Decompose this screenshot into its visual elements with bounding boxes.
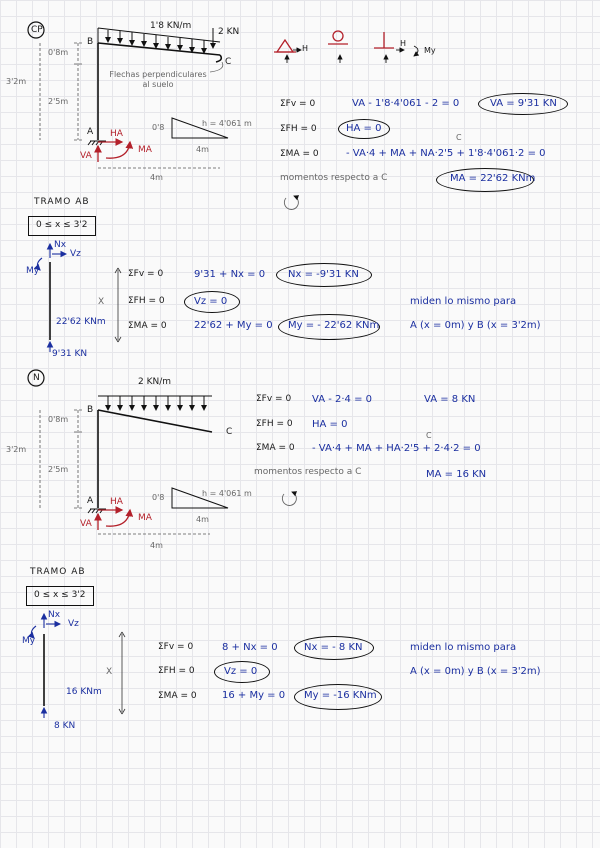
cp-eq2-lhs: ΣFH = 0 xyxy=(280,124,317,134)
n-eq1-result: VA = 8 KN xyxy=(424,394,476,405)
cp-eq3-lhs: ΣMA = 0 xyxy=(280,149,319,159)
cp-va: VA xyxy=(80,151,92,161)
n-eq2-result: HA = 0 xyxy=(312,419,348,430)
n-same1: miden lo mismo para xyxy=(410,642,517,653)
cp-sec-nx: Nx xyxy=(54,240,67,250)
cp-load-label: 1'8 KN/m xyxy=(150,21,192,31)
cp-label: CP xyxy=(31,25,43,35)
n-s1: 8 + Nx = 0 xyxy=(222,642,278,653)
cp-eq3-c: C xyxy=(456,133,462,142)
n-dim-25: 2'5m xyxy=(48,465,69,474)
cp-s1-lhs: ΣFv = 0 xyxy=(128,269,164,279)
n-reactions xyxy=(98,510,130,530)
cp-ha: HA xyxy=(110,129,123,139)
cp-point-load-label: 2 KN xyxy=(218,27,240,37)
cp-note: Flechas perpendiculares al suelo xyxy=(109,70,207,89)
cp-sec-my: My xyxy=(26,266,40,276)
cp-ma: MA xyxy=(138,145,152,155)
support-h-label: H xyxy=(302,44,309,53)
n-label: N xyxy=(33,373,40,383)
n-eq3-lhs: ΣMA = 0 xyxy=(256,443,295,453)
n-s3: 16 + My = 0 xyxy=(222,690,286,701)
cp-node-c: C xyxy=(225,57,232,67)
cp-tramo-title: TRAMO AB xyxy=(34,197,90,207)
cp-eq3-note: momentos respecto a C xyxy=(280,173,388,183)
cp-s3-result: My = - 22'62 KNm xyxy=(288,320,380,331)
cp-node-b: B xyxy=(87,37,94,47)
cp-section-x-axis xyxy=(115,268,121,342)
cp-tri-4: 4m xyxy=(196,145,209,154)
n-eq1: VA - 2·4 = 0 xyxy=(312,394,373,405)
n-dim-32: 3'2m xyxy=(6,445,27,454)
n-node-b: B xyxy=(87,405,94,415)
cp-s3-lhs: ΣMA = 0 xyxy=(128,321,167,331)
cp-eq3: - VA·4 + MA + NA·2'5 + 1'8·4'061·2 = 0 xyxy=(346,148,546,159)
n-s3-result: My = -16 KNm xyxy=(304,690,377,701)
n-load-label: 2 KN/m xyxy=(138,377,172,387)
n-eq2-lhs: ΣFH = 0 xyxy=(256,419,293,429)
cp-sec-force: 9'31 KN xyxy=(52,349,88,359)
n-s1-result: Nx = - 8 KN xyxy=(304,642,363,653)
n-node-a: A xyxy=(87,496,94,506)
cp-tri-h: h = 4'061 m xyxy=(202,119,252,128)
n-s2-result: Vz = 0 xyxy=(224,666,258,677)
n-eq3: - VA·4 + MA + HA·2'5 + 2·4·2 = 0 xyxy=(312,443,481,454)
cp-section-beam xyxy=(37,244,66,352)
n-sec-moment: 16 KNm xyxy=(66,687,102,697)
cp-s1: 9'31 + Nx = 0 xyxy=(194,269,266,280)
n-va: VA xyxy=(80,519,92,529)
n-tri-h: h = 4'061 m xyxy=(202,489,252,498)
n-node-c: C xyxy=(226,427,233,437)
n-distributed-load xyxy=(98,396,212,410)
cp-eq3-result: MA = 22'62 KNm xyxy=(450,173,536,184)
cp-sec-x: X xyxy=(98,297,105,307)
n-rotation-sign xyxy=(282,492,296,505)
cp-s2-result: Vz = 0 xyxy=(194,296,228,307)
n-s3-lhs: ΣMA = 0 xyxy=(158,691,197,701)
n-s1-lhs: ΣFv = 0 xyxy=(158,642,194,652)
n-ha: HA xyxy=(110,497,123,507)
cp-dim-32: 3'2m xyxy=(6,77,27,86)
n-sec-vz: Vz xyxy=(68,619,79,629)
cp-eq1-result: VA = 9'31 KN xyxy=(490,98,557,109)
n-eq1-lhs: ΣFv = 0 xyxy=(256,394,292,404)
n-range: 0 ≤ x ≤ 3'2 xyxy=(34,590,86,600)
support-my-label: My xyxy=(424,46,436,55)
n-dim-08: 0'8m xyxy=(48,415,69,424)
cp-s2-lhs: ΣFH = 0 xyxy=(128,296,165,306)
cp-same1: miden lo mismo para xyxy=(410,296,517,307)
cp-sec-vz: Vz xyxy=(70,249,81,259)
cp-tri-08: 0'8 xyxy=(152,123,165,132)
cp-sec-moment: 22'62 KNm xyxy=(56,317,106,327)
cp-s3: 22'62 + My = 0 xyxy=(194,320,273,331)
n-eq3-note: momentos respecto a C xyxy=(254,467,362,477)
n-section-beam xyxy=(31,614,60,718)
cp-dim-08: 0'8m xyxy=(48,48,69,57)
support-symbols xyxy=(274,31,394,52)
n-sec-my: My xyxy=(22,636,36,646)
n-eq3-c: C xyxy=(426,431,432,440)
cp-eq1: VA - 1'8·4'061 - 2 = 0 xyxy=(352,98,460,109)
cp-s1-result: Nx = -9'31 KN xyxy=(288,269,359,280)
n-sec-nx: Nx xyxy=(48,610,61,620)
cp-eq2-result: HA = 0 xyxy=(346,123,382,134)
n-sec-force: 8 KN xyxy=(54,721,76,731)
n-dim-4: 4m xyxy=(150,541,163,550)
cp-eq1-lhs: ΣFv = 0 xyxy=(280,99,316,109)
cp-node-a: A xyxy=(87,127,94,137)
cp-note-arrow xyxy=(210,62,223,72)
n-ma: MA xyxy=(138,513,152,523)
cp-dim-4: 4m xyxy=(150,173,163,182)
n-section-x-axis xyxy=(119,632,125,714)
cp-dim-25: 2'5m xyxy=(48,97,69,106)
cp-reactions xyxy=(98,142,130,162)
n-same2: A (x = 0m) y B (x = 3'2m) xyxy=(410,666,541,677)
n-eq3-result: MA = 16 KN xyxy=(426,469,487,480)
n-tramo-title: TRAMO AB xyxy=(30,567,86,577)
n-sec-x: X xyxy=(106,667,113,677)
n-s2-lhs: ΣFH = 0 xyxy=(158,666,195,676)
cp-range: 0 ≤ x ≤ 3'2 xyxy=(36,220,88,230)
support-h2-label: H xyxy=(400,39,407,48)
cp-rotation-sign xyxy=(284,196,298,209)
cp-same2: A (x = 0m) y B (x = 3'2m) xyxy=(410,320,541,331)
n-tri-08: 0'8 xyxy=(152,493,165,502)
n-tri-4: 4m xyxy=(196,515,209,524)
